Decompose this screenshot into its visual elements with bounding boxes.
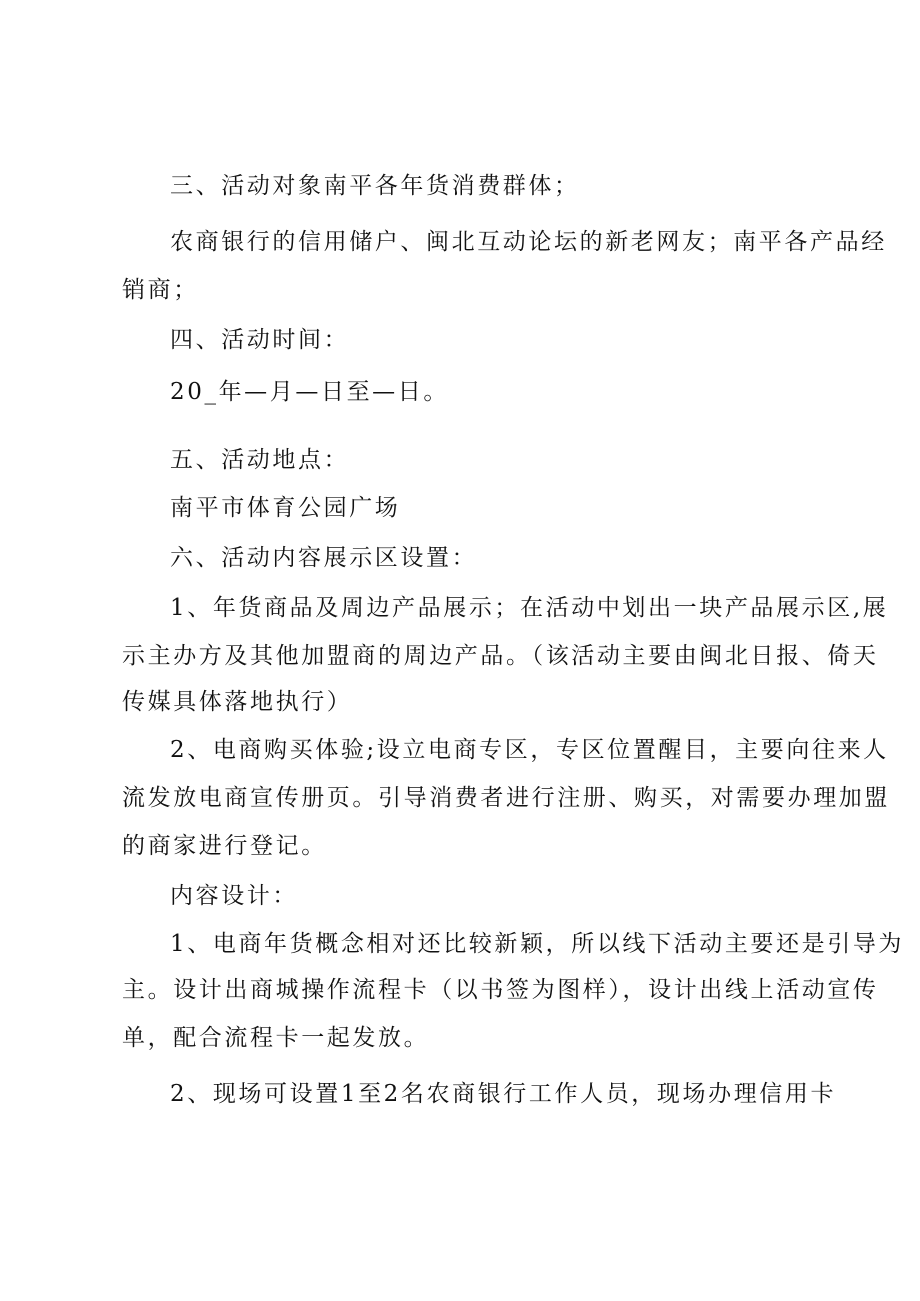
paragraph-line: 主。设计出商城操作流程卡（以书签为图样），设计出线上活动宣传 — [122, 977, 879, 1003]
paragraph-line: 1、电商年货概念相对还比较新颖，所以线下活动主要还是引导为 — [170, 931, 905, 957]
paragraph-line: 20_年—月—日至—日。 — [170, 379, 449, 405]
paragraph-line: 单，配合流程卡一起发放。 — [122, 1025, 430, 1051]
paragraph-line: 南平市体育公园广场 — [170, 495, 401, 521]
paragraph-line: 农商银行的信用储户、闽北互动论坛的新老网友；南平各产品经 — [170, 229, 887, 255]
section-heading-location: 五、活动地点： — [170, 447, 350, 473]
paragraph-line: 2、现场可设置1至2名农商银行工作人员，现场办理信用卡 — [170, 1081, 837, 1107]
paragraph-line: 示主办方及其他加盟商的周边产品。（该活动主要由闽北日报、倚天 — [122, 643, 879, 669]
section-heading-design: 内容设计： — [170, 883, 298, 909]
paragraph-line: 传媒具体落地执行） — [122, 689, 353, 715]
paragraph-line: 的商家进行登记。 — [122, 833, 327, 859]
paragraph-line: 1、年货商品及周边产品展示；在活动中划出一块产品展示区,展 — [170, 595, 889, 621]
section-heading-target: 三、活动对象南平各年货消费群体； — [170, 173, 580, 199]
paragraph-line: 2、电商购买体验;设立电商专区，专区位置醒目，主要向往来人 — [170, 737, 889, 763]
section-heading-content: 六、活动内容展示区设置： — [170, 545, 478, 571]
paragraph-line: 销商； — [122, 277, 199, 303]
section-heading-time: 四、活动时间： — [170, 327, 350, 353]
paragraph-line: 流发放电商宣传册页。引导消费者进行注册、购买，对需要办理加盟 — [122, 785, 890, 811]
